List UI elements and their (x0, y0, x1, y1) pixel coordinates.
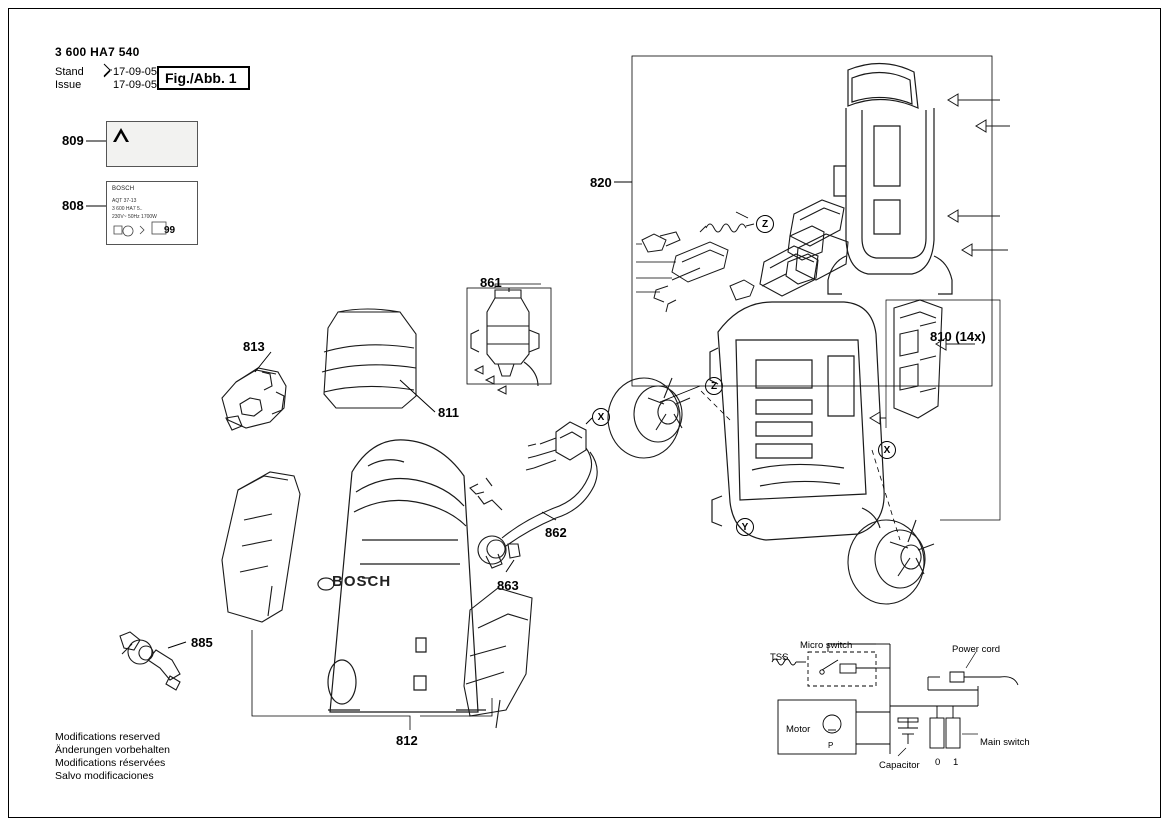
footer-line-es: Salvo modificaciones (55, 770, 154, 782)
stand-date: 17-09-05 (113, 66, 158, 78)
svg-text:BOSCH: BOSCH (332, 573, 392, 590)
footer-line-de: Änderungen vorbehalten (55, 744, 171, 756)
label-813: 813 (243, 339, 265, 354)
wiring-label-main-switch: Main switch (980, 737, 1030, 748)
label-810: 810 (14x) (930, 329, 986, 344)
label-885: 885 (191, 635, 213, 650)
label-863: 863 (497, 578, 519, 593)
wiring-label-power-cord: Power cord (952, 644, 1001, 655)
label-812: 812 (396, 733, 418, 748)
callout-x-upper: X (592, 408, 610, 426)
svg-text:P: P (828, 741, 834, 750)
label-809: 809 (62, 133, 84, 148)
wiring-label-motor: Motor (786, 724, 811, 735)
wiring-label-tss: TSS (770, 652, 789, 663)
wiring-switch-pos-0: 0 (935, 757, 941, 768)
label-811: 811 (438, 405, 459, 420)
footer-line-en: Modifications reserved (55, 731, 161, 743)
wiring-switch-pos-1: 1 (953, 757, 959, 768)
footer-line-fr: Modifications réservées (55, 757, 166, 769)
rating-line-1: AQT 37-13 (112, 198, 137, 204)
callout-x-lower: X (878, 441, 896, 459)
figure-box: Fig./Abb. 1 (157, 66, 250, 90)
bosch-logo: BOSCH (112, 186, 135, 192)
wiring-label-capacitor: Capacitor (879, 760, 920, 771)
rating-value: 99 (164, 225, 176, 236)
rating-line-3: 230V~ 50Hz 1700W (112, 214, 157, 220)
label-861: 861 (480, 275, 502, 290)
warning-exclamation-icon: ! (119, 136, 122, 145)
label-862: 862 (545, 525, 567, 540)
rating-line-2: 3 600 HA7 5.. (112, 206, 143, 212)
wiring-label-micro-switch: Micro switch (800, 640, 853, 651)
issue-label: Issue (55, 79, 82, 91)
label-820: 820 (590, 175, 612, 190)
stand-label: Stand (55, 66, 84, 78)
callout-y: Y (736, 518, 754, 536)
callout-z-upper: Z (756, 215, 774, 233)
callout-z-lower: Z (705, 377, 723, 395)
article-number: 3 600 HA7 540 (55, 45, 140, 59)
label-808: 808 (62, 198, 84, 213)
issue-date: 17-09-05 (113, 79, 158, 91)
